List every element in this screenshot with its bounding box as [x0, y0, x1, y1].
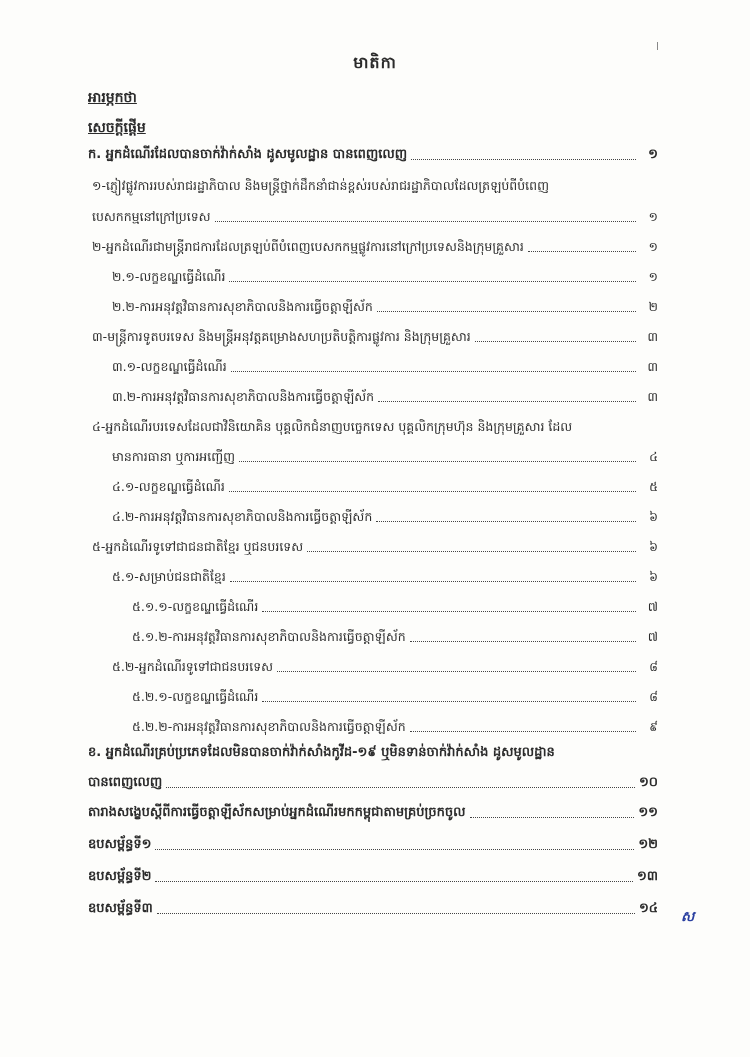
- toc-entry-k4-1: ៤.១-លក្ខខណ្ឌធ្វើដំណើរ ៥: [112, 479, 658, 494]
- toc-page-number: ៦: [649, 509, 658, 524]
- toc-entry-k2-1: ២.១-លក្ខខណ្ឌធ្វើដំណើរ ១: [112, 269, 658, 284]
- toc-page-number: ១: [648, 147, 658, 162]
- heading-foreword: អារម្ភកថា: [88, 90, 137, 106]
- toc-entry-k5-1-2: ៥.១.២-ការអនុវត្តវិធានការសុខាភិបាលនិងការធ្វើចត្តាឡីស័ក ៧: [132, 629, 658, 644]
- toc-entry-kh-line1: ខ. អ្នកដំណើរគ្រប់ប្រភេទដែលមិនបានចាក់វ៉ាក់សាំងកូវីដ-១៩ ឬមិនទាន់ចាក់វ៉ាក់សាំង ដូសមូលដ្ឋាន: [88, 745, 555, 760]
- toc-page-number: ៧: [647, 629, 658, 644]
- toc-entry-k3-1: ៣.១-លក្ខខណ្ឌធ្វើដំណើរ ៣: [112, 359, 658, 374]
- toc-page-number: ៥: [649, 479, 658, 494]
- toc-entry-k5-2: ៥.២-អ្នកដំណើរទូទៅជាជនបរទេស ៨: [112, 659, 658, 674]
- toc-entry-k4-2: ៤.២-ការអនុវត្តវិធានការសុខាភិបាលនិងការធ្វើចត្តាឡីស័ក ៦: [112, 509, 658, 524]
- toc-page-number: ២: [648, 299, 658, 314]
- toc-page-number: ៧: [647, 599, 658, 614]
- toc-page-number: ១២: [638, 837, 658, 852]
- toc-page-number: ៤: [649, 449, 658, 464]
- toc-page-number: ១: [648, 239, 658, 254]
- toc-page-number: ៨: [649, 659, 658, 674]
- toc-entry-k1-line1: ១-ភ្ញៀវផ្លូវការរបស់រាជរដ្ឋាភិបាល និងមន្ត្រីថ្នាក់ដឹកនាំជាន់ខ្ពស់របស់រាជរដ្ឋាភិបាលដែលត្រឡប់ពីបំពេញ: [92, 178, 549, 193]
- toc-entry-annex1: ឧបសម្ព័ន្ធទី១ ១២: [88, 837, 658, 852]
- toc-entry-k2: ២-អ្នកដំណើរជាមន្ត្រីរាជការដែលត្រឡប់ពីបំពេញបេសកកម្មផ្លូវការនៅក្រៅប្រទេសនិងក្រុមគ្រួសារ ១: [92, 239, 658, 254]
- toc-page-number: ១៤: [638, 901, 658, 916]
- toc-entry-k1: បេសកកម្មនៅក្រៅប្រទេស ១: [92, 209, 658, 224]
- toc-entry-k2-2: ២.២-ការអនុវត្តវិធានការសុខាភិបាលនិងការធ្វើចត្តាឡីស័ក ២: [112, 299, 658, 314]
- toc-entry-k4: មានការធានា ឬការអញ្ជើញ ៤: [112, 449, 658, 464]
- scan-mark: [657, 42, 658, 50]
- toc-entry-annex3: ឧបសម្ព័ន្ធទី៣ ១៤: [88, 901, 658, 916]
- toc-page-number: ១: [648, 209, 658, 224]
- toc-entry-k5-2-2: ៥.២.២-ការអនុវត្តវិធានការសុខាភិបាលនិងការធ្វើចត្តាឡីស័ក ៩: [132, 719, 658, 734]
- toc-entry-k5-1: ៥.១-សម្រាប់ជនជាតិខ្មែរ ៦: [112, 569, 658, 584]
- toc-page-number: ៩: [649, 719, 658, 734]
- toc-entry-k4-line1: ៤-អ្នកដំណើរបរទេសដែលជាវិនិយោគិន បុគ្គលិកជំនាញបច្ចេកទេស បុគ្គលិកក្រុមហ៊ុន និងក្រុមគ្រួសារ ដែល: [92, 419, 573, 434]
- toc-entry-k5-2-1: ៥.២.១-លក្ខខណ្ឌធ្វើដំណើរ ៨: [132, 689, 658, 704]
- toc-page-number: ១: [648, 269, 658, 284]
- toc-entry-summary-table: តារាងសង្ខេបស្តីពីការធ្វើចត្តាឡីស័កសម្រាប់អ្នកដំណើរមកកម្ពុជាតាមគ្រប់ច្រកចូល ១១: [88, 805, 658, 820]
- toc-page-number: ១៣: [637, 869, 658, 884]
- handwritten-mark: ស: [681, 909, 695, 925]
- toc-page-number: ៣: [647, 329, 658, 344]
- toc-page-number: ៦: [649, 539, 658, 554]
- toc-page-number: ១១: [638, 805, 658, 820]
- toc-page-number: ៨: [649, 689, 658, 704]
- toc-page-number: ១០: [638, 775, 658, 790]
- toc-entry-annex2: ឧបសម្ព័ន្ធទី២ ១៣: [88, 869, 658, 884]
- toc-entry-k5: ៥-អ្នកដំណើរទូទៅជាជនជាតិខ្មែរ ឬជនបរទេស ៦: [92, 539, 658, 554]
- toc-entry-k5-1-1: ៥.១.១-លក្ខខណ្ឌធ្វើដំណើរ ៧: [132, 599, 658, 614]
- toc-entry-k3: ៣-មន្ត្រីការទូតបរទេស និងមន្ត្រីអនុវត្តគម្រោងសហប្រតិបត្តិការផ្លូវការ និងក្រុមគ្រួសារ ៣: [92, 329, 658, 344]
- toc-page-number: ៦: [649, 569, 658, 584]
- toc-entry-k3-2: ៣.២-ការអនុវត្តវិធានការសុខាភិបាលនិងការធ្វើចត្តាឡីស័ក ៣: [112, 389, 658, 404]
- toc-entry-kh: បានពេញលេញ ១០: [88, 775, 658, 790]
- page-title: មាតិកា: [353, 53, 397, 72]
- heading-introduction: សេចក្តីផ្តើម: [88, 120, 146, 136]
- toc-page-number: ៣: [647, 359, 658, 374]
- toc-entry-k: ក. អ្នកដំណើរដែលបានចាក់វ៉ាក់សាំង ដូសមូលដ្ឋាន បានពេញលេញ ១: [88, 147, 658, 162]
- toc-page-number: ៣: [647, 389, 658, 404]
